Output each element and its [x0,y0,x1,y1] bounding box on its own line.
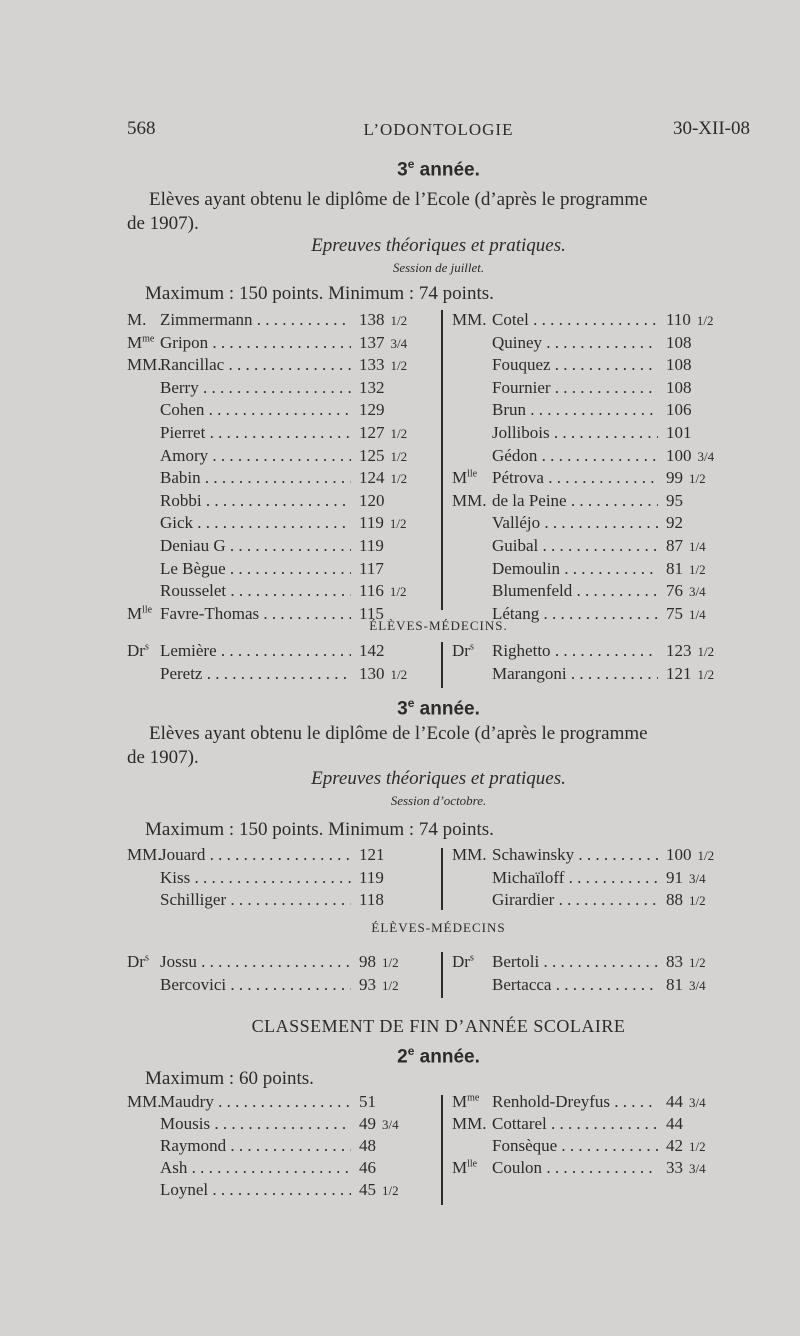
score-value: 83 [666,952,683,971]
student-name: Berry . . . [160,378,351,398]
score-fraction: 3/4 [689,584,706,600]
student-name: Mousis . . . [160,1114,351,1134]
list-item [452,868,762,890]
title-prefix: $M^{me}$ [127,332,155,352]
list-item [452,581,762,603]
list-item [127,559,432,581]
score-value: 130 [359,664,385,683]
title-prefix: Dr$^s$ [452,641,474,660]
list-item [127,975,432,997]
title-prefix: MM. [452,310,487,329]
score-value: 110 [666,310,691,329]
list-item [127,1114,432,1136]
score [666,310,714,330]
student-name: Babin . . . [160,468,351,488]
student-name: Schilliger . . . [160,890,351,910]
title-prefix: $M^{lle}$ [452,468,478,488]
section3-maximum: Maximum : 60 points. [145,1068,314,1089]
score-fraction: 1/2 [390,448,408,464]
score [666,378,692,398]
score [359,1114,399,1134]
score [666,845,714,865]
section1-intro-line2: de 1907). [127,213,199,234]
score-fraction: 1/2 [390,358,408,374]
list-item [452,1092,762,1114]
score-fraction: 1/2 [382,977,399,993]
student-name: Zimmermann . . . [160,310,351,330]
score [359,310,407,330]
classement-title: CLASSEMENT DE FIN D’ANNÉE SCOLAIRE [251,1016,626,1036]
student-name: Coulon . . . [492,1158,658,1178]
list-item [452,446,762,468]
score [666,581,706,601]
score-fraction: 1/2 [697,848,715,863]
column-divider [441,642,443,688]
score-value: 138 [359,310,385,329]
score-fraction: 1/2 [696,313,714,328]
score-fraction: 1/2 [390,313,408,328]
score-fraction: 1/2 [390,471,408,487]
student-name: Bertacca . . . [492,975,658,995]
section1-maximum: Maximum : 150 points. Minimum : 74 points. [145,283,494,304]
score-fraction: 3/4 [689,977,706,993]
score-value: 118 [359,890,384,909]
score [359,468,407,488]
score [359,975,399,995]
score [359,845,385,865]
student-name: Jouard . . . [160,845,351,865]
score [666,641,714,661]
score-fraction: 1/2 [689,1139,706,1154]
score [666,536,706,556]
score-fraction: 3/4 [382,1117,399,1132]
list-item [452,536,762,558]
section2-medecins-heading: ÉLÈVES-MÉDECINS [371,920,506,935]
score-value: 120 [359,490,385,510]
score [666,400,692,420]
section1-subtitle: Epreuves théoriques et pratiques. [311,235,566,256]
score [359,1092,376,1112]
list-item [452,845,762,867]
list-item [452,513,762,535]
student-name: Raymond . . . [160,1136,351,1156]
title-prefix: MM. [452,490,487,510]
score [359,536,384,556]
score-value: 42 [666,1136,683,1155]
section1-medecins-heading: ÉLÈVES-MÉDECINS. [369,618,508,633]
student-name: Fournier . . . [492,378,658,398]
score [359,446,407,466]
student-name: Righetto . . . [492,641,658,661]
score-value: 123 [666,641,692,660]
student-name: Amory . . . [160,446,351,466]
journal-title: L’ODONTOLOGIE [363,120,514,139]
score-value: 124 [359,468,385,488]
student-name: Fonsèque . . . [492,1136,658,1156]
score-fraction: 1/2 [390,667,408,682]
section2-intro [127,722,750,770]
score [666,468,706,488]
list-item [127,400,432,422]
student-name: Bercovici . . . [160,975,351,995]
list-item [452,975,762,997]
score-value: 45 [359,1180,376,1199]
score-value: 108 [666,377,692,397]
section2-intro-line2: de 1907). [127,747,199,768]
list-item [127,446,432,468]
student-name: Valléjo . . . [492,513,658,533]
section3-heading: 2e année. [397,1044,480,1068]
score [359,641,385,661]
student-name: Létang . . . [492,604,658,624]
list-item [452,664,762,686]
student-name: Schawinsky . . . [492,845,658,865]
score [666,333,692,353]
score [359,400,385,420]
score-value: 115 [359,603,384,623]
student-name: Favre-Thomas . . . [160,604,351,624]
title-prefix: M. [127,310,147,329]
student-name: Marangoni . . . [492,664,658,684]
score-value: 88 [666,890,683,909]
list-item [127,423,432,445]
section1-heading: 3e année. [397,157,480,181]
student-name: Blumenfeld . . . [492,581,658,601]
section2-subtitle: Epreuves théoriques et pratiques. [311,768,566,789]
student-name: Loynel . . . [160,1180,351,1200]
score [359,1158,376,1178]
score-value: 119 [359,513,384,533]
score-value: 106 [666,400,692,420]
score-value: 117 [359,558,384,578]
list-item [452,400,762,422]
score-fraction: 1/2 [689,955,706,970]
title-prefix: MM. [452,1114,487,1133]
list-item [127,1180,432,1202]
score-value: 92 [666,513,683,533]
list-item [452,1136,762,1158]
score [666,559,706,579]
score-value: 127 [359,423,385,442]
student-name: Cottarel . . . [492,1114,658,1134]
score-value: 100 [666,445,692,465]
section2-heading: 3e année. [397,696,480,720]
page-number: 568 [127,118,156,139]
title-prefix: Dr$^s$ [452,952,474,971]
student-name: Lemière . . . [160,641,351,661]
score [666,491,683,511]
score-value: 91 [666,867,683,887]
score [359,664,407,684]
score-value: 116 [359,581,384,601]
title-prefix: $M^{me}$ [452,1092,480,1111]
score [666,890,706,910]
score-value: 44 [666,1092,683,1111]
list-item [127,355,432,377]
list-item [127,1136,432,1158]
score-fraction: 3/4 [390,335,408,351]
list-item [127,310,432,332]
score-fraction: 3/4 [689,1095,706,1110]
student-name: Bertoli . . . [492,952,658,972]
title-prefix: $M^{lle}$ [452,1158,478,1177]
score [666,1158,706,1178]
student-name: Gick . . . [160,513,351,533]
score [666,355,692,375]
student-name: Deniau G . . . [160,536,351,556]
student-name: Jollibois . . . [492,423,658,443]
student-name: Pétrova . . . [492,468,658,488]
list-item [127,468,432,490]
student-name: Michaïloff . . . [492,868,658,888]
score-value: 75 [666,603,683,623]
score-value: 95 [666,490,683,510]
score-fraction: 3/4 [697,448,715,464]
list-item [452,355,762,377]
list-item [127,890,432,912]
score-fraction: 1/4 [689,606,706,622]
score [359,1180,399,1200]
score-fraction: 1/2 [697,667,715,682]
score-fraction: 3/4 [689,1161,706,1176]
student-name: Guibal . . . [492,536,658,556]
student-name: Jossu . . . [160,952,351,972]
column-divider [441,848,443,910]
list-item [452,491,762,513]
student-name: Gripon . . . [160,333,351,353]
score-value: 76 [666,581,683,601]
column-divider [441,952,443,998]
student-name: Cotel . . . [492,310,658,330]
title-prefix: Dr$^s$ [127,641,149,660]
list-item [127,664,432,686]
student-name: Cohen . . . [160,400,351,420]
score [666,975,706,995]
student-name: Robbi . . . [160,491,351,511]
score-value: 100 [666,845,692,864]
list-item [127,536,432,558]
section2-maximum: Maximum : 150 points. Minimum : 74 points. [145,819,494,840]
list-item [452,1114,762,1136]
list-item [452,641,762,663]
list-item [127,581,432,603]
score [359,491,385,511]
score-value: 108 [666,355,692,375]
student-name: Ash . . . [160,1158,351,1178]
list-item [127,1158,432,1180]
score [666,664,714,684]
score [666,513,683,533]
list-item [452,890,762,912]
score [359,333,407,353]
score-value: 129 [359,400,385,420]
student-name: Rousselet . . . [160,581,351,601]
student-name: Maudry . . . [160,1092,351,1112]
list-item [452,333,762,355]
score [666,423,692,443]
score [359,378,385,398]
list-item [127,513,432,535]
score-value: 125 [359,445,385,465]
score-value: 121 [359,845,385,864]
student-name: de la Peine . . . [492,491,658,511]
score-fraction: 1/4 [689,539,706,554]
score-value: 51 [359,1092,376,1111]
list-item [127,641,432,663]
list-item [452,468,762,490]
list-item [127,491,432,513]
score-fraction: 1/2 [389,584,407,600]
score [666,1114,683,1134]
list-item [452,423,762,445]
score-value: 98 [359,952,376,971]
score [666,1092,706,1112]
student-name: Peretz . . . [160,664,351,684]
score [359,423,407,443]
score-fraction: 1/2 [689,893,706,908]
score-value: 132 [359,377,385,397]
list-item [452,378,762,400]
score [359,1136,376,1156]
score-fraction: 1/2 [389,516,407,532]
list-item [452,310,762,332]
list-item [452,559,762,581]
issue-date: 30-XII-08 [672,118,750,139]
score [359,868,384,888]
list-item [127,378,432,400]
title-prefix: MM. [127,355,162,375]
student-name: Quiney . . . [492,333,658,353]
column-divider [441,310,443,610]
score-value: 119 [359,867,384,887]
student-name: Fouquez . . . [492,355,658,375]
student-name: Pierret . . . [160,423,351,443]
score [359,513,407,533]
title-prefix: MM. [452,845,487,864]
running-header [127,118,750,142]
section1-session: Session de juillet. [392,260,485,275]
score-fraction: 1/2 [390,426,408,441]
section2-session: Session d’octobre. [390,793,487,808]
score-value: 44 [666,1114,683,1133]
student-name: Brun . . . [492,400,658,420]
score [666,952,706,972]
score-fraction: 1/2 [689,561,706,577]
score [359,890,384,910]
score-fraction: 1/2 [382,1183,399,1198]
score-value: 101 [666,423,692,442]
title-prefix: $M^{lle}$ [127,603,153,623]
student-name: Girardier . . . [492,890,658,910]
title-prefix: Dr$^s$ [127,952,149,971]
score-value: 108 [666,332,692,352]
score-value: 46 [359,1158,376,1177]
score-value: 48 [359,1136,376,1155]
score-value: 87 [666,536,683,555]
score-value: 121 [666,664,692,683]
score [359,952,399,972]
score-value: 137 [359,332,385,352]
section1-intro [127,188,750,236]
score-value: 33 [666,1158,683,1177]
score [666,868,706,888]
student-name: Rancillac . . . [160,355,351,375]
list-item [127,333,432,355]
title-prefix: MM. [127,845,162,864]
score-value: 119 [359,536,384,555]
score-value: 81 [666,558,683,578]
score-fraction: 1/2 [382,955,399,970]
student-name: Kiss . . . [160,868,351,888]
list-item [127,868,432,890]
list-item [127,952,432,974]
score [359,355,407,375]
score-value: 142 [359,641,385,660]
score-fraction: 1/2 [689,471,706,487]
score [359,559,384,579]
student-name: Demoulin . . . [492,559,658,579]
title-prefix: MM. [127,1092,162,1111]
student-name: Le Bègue . . . [160,559,351,579]
score-value: 49 [359,1114,376,1133]
column-divider [441,1095,443,1205]
list-item [127,1092,432,1114]
section1-intro-line1: Elèves ayant obtenu le diplôme de l’Ecole (d’après le programme [149,189,648,210]
score-value: 133 [359,355,385,375]
section2-intro-line1: Elèves ayant obtenu le diplôme de l’Ecole (d’après le programme [149,723,648,744]
score [666,446,714,466]
list-item [127,845,432,867]
list-item [452,952,762,974]
score [666,1136,706,1156]
score-value: 81 [666,974,683,994]
score-fraction: 3/4 [689,870,706,886]
score-value: 93 [359,974,376,994]
score [359,581,407,601]
score-value: 99 [666,468,683,488]
student-name: Gédon . . . [492,446,658,466]
score-fraction: 1/2 [697,644,715,659]
student-name: Renhold-Dreyfus . . . [492,1092,658,1112]
list-item [452,1158,762,1180]
